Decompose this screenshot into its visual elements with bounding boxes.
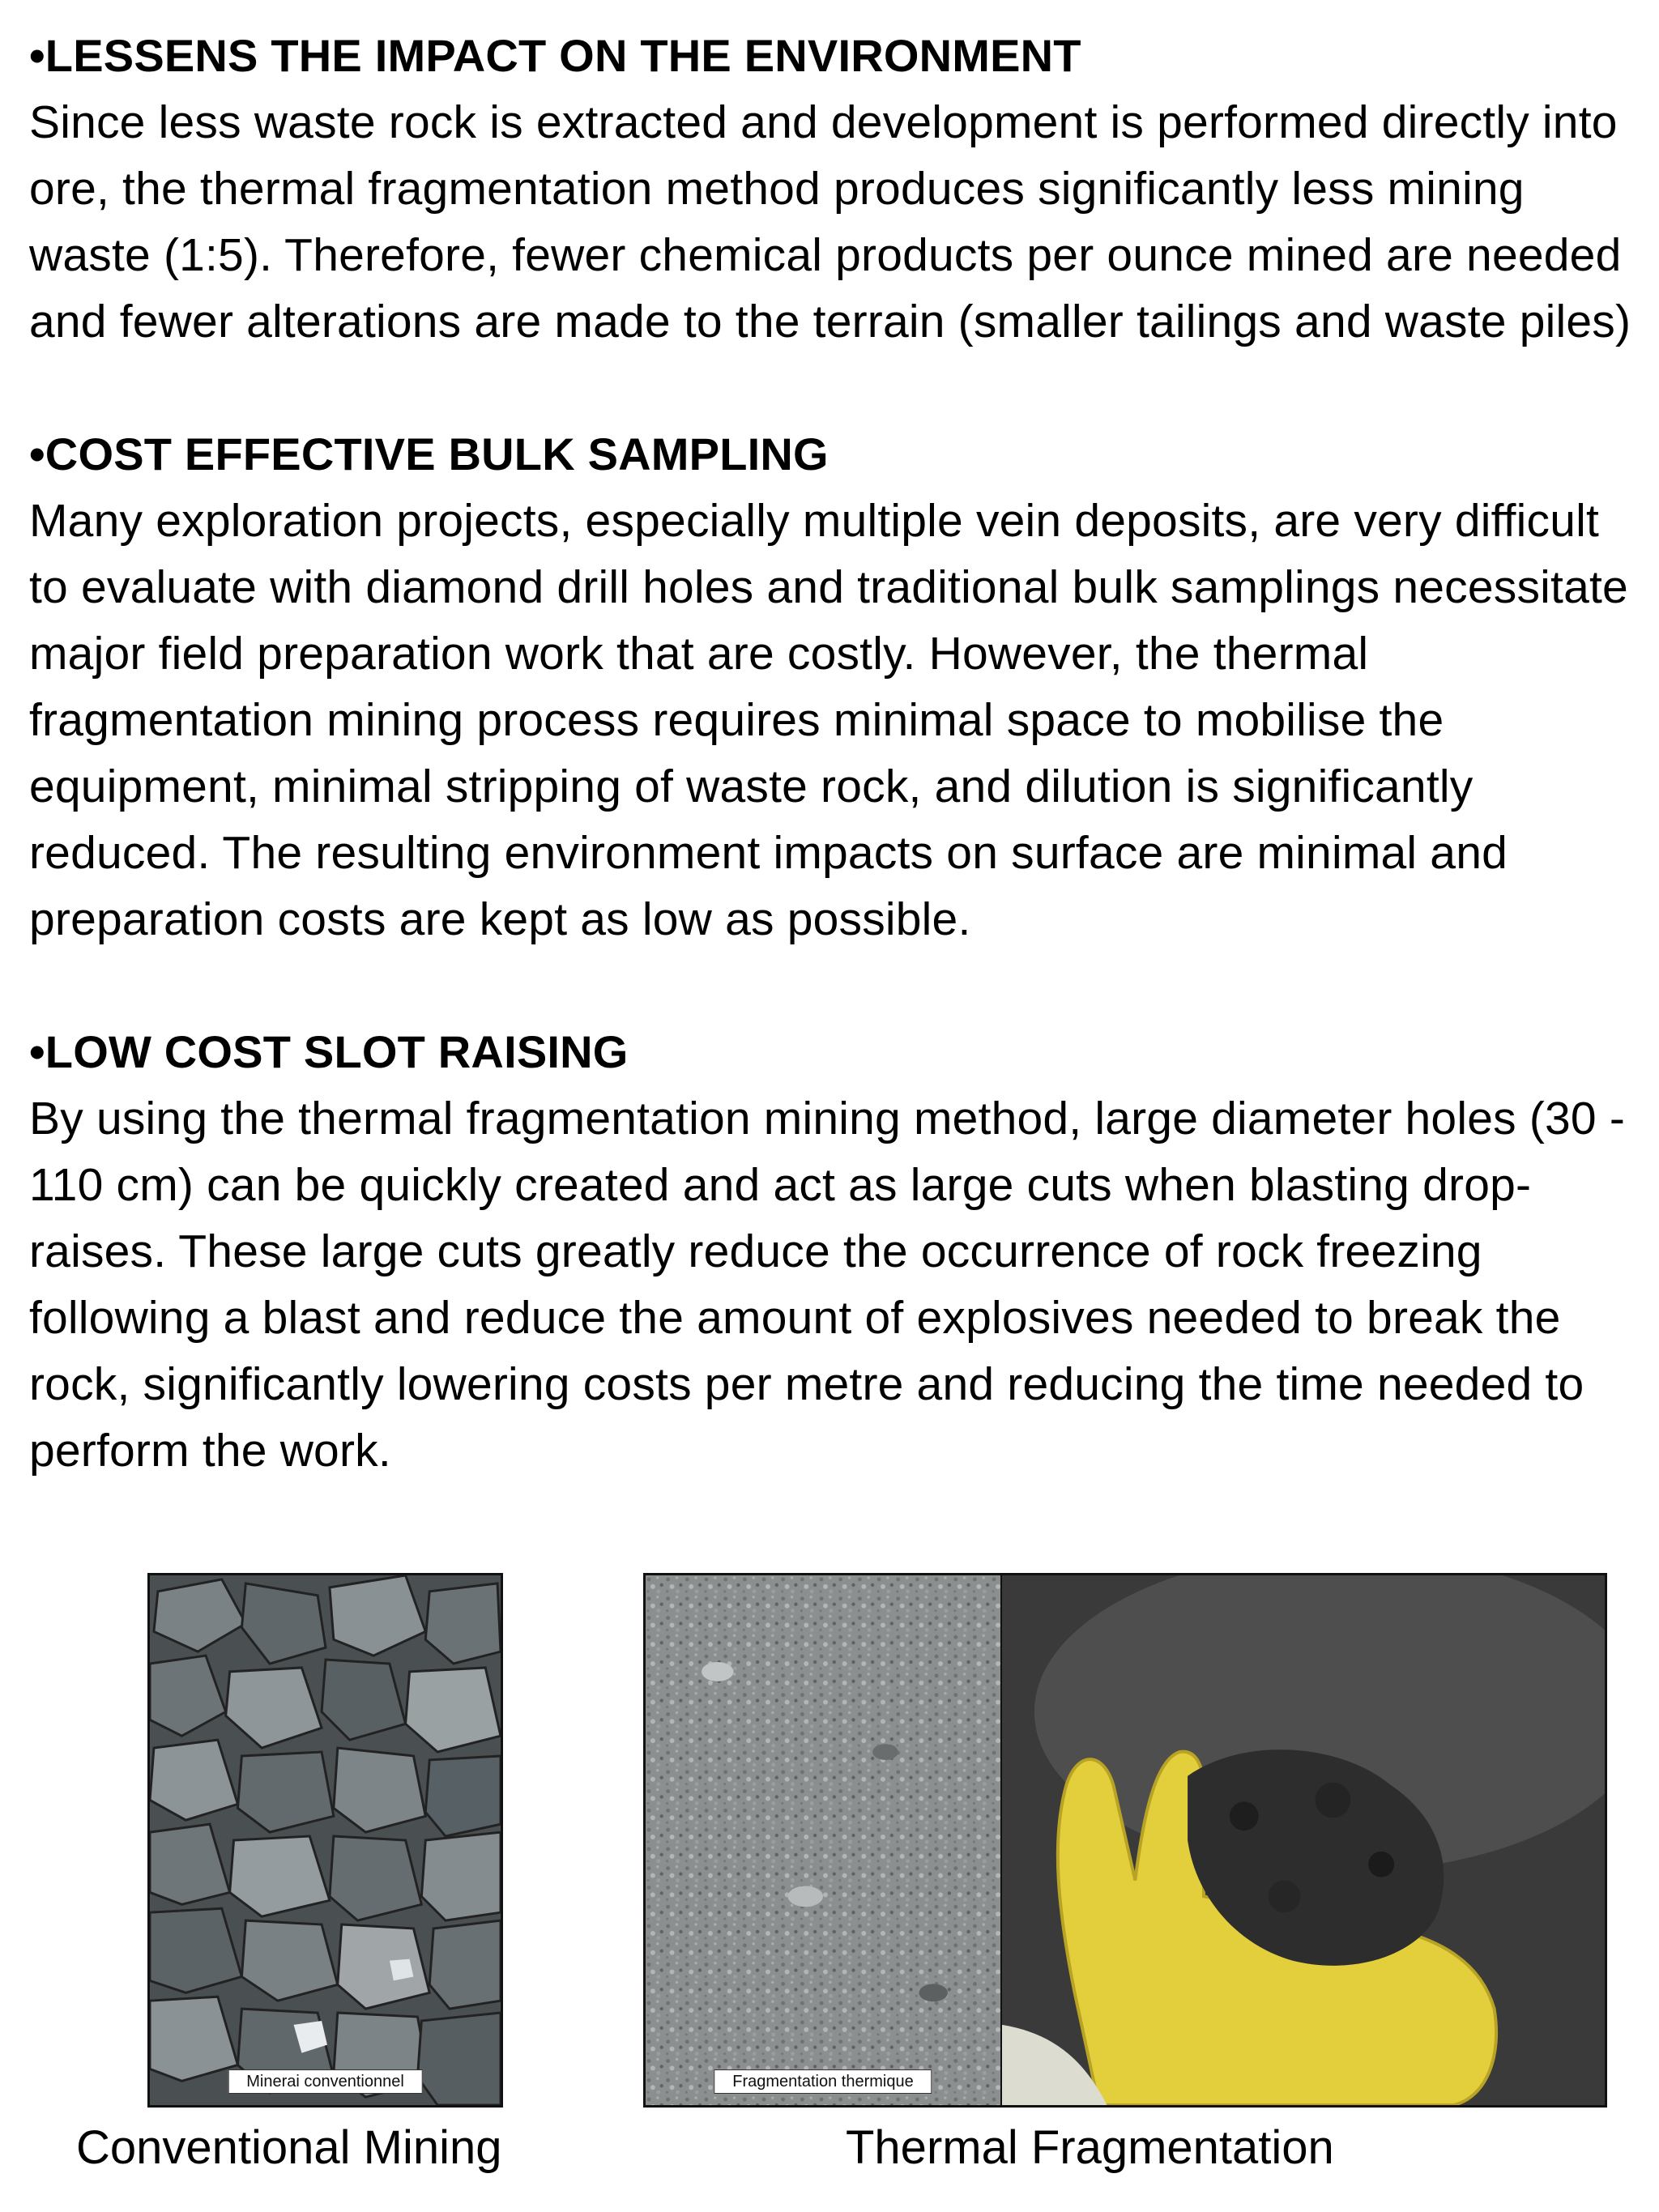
section-heading: •LESSENS THE IMPACT ON THE ENVIRONMENT (29, 30, 1081, 81)
document-text (29, 23, 1641, 1484)
fine-gravel-image (646, 1575, 1000, 2105)
photo-label: Minerai conventionnel (228, 2069, 423, 2094)
gloved-hand-photo (1002, 1573, 1607, 2108)
section-bulk-sampling (29, 421, 1641, 953)
section-slot-raising (29, 1019, 1641, 1484)
section-heading: •COST EFFECTIVE BULK SAMPLING (29, 428, 829, 479)
photo-label: Fragmentation thermique (714, 2069, 932, 2094)
rock-pile-image (150, 1575, 501, 2105)
conventional-ore-photo (147, 1573, 503, 2108)
section-body: Since less waste rock is extracted and development is performed directly into ore, the thermal fragmentation method produces significantly less mining waste (1:5). Therefore, fewer chemical products per ounce mined are needed and fewer alterations are made to the terrain (smaller tailings and waste piles) (29, 96, 1631, 347)
caption-conventional-mining: Conventional Mining (76, 2121, 502, 2174)
thermal-fragmentation-photo (643, 1573, 1003, 2108)
section-body: By using the thermal fragmentation mining method, large diameter holes (30 - 110 cm) can be quickly created and act as large cuts when blasting drop-raises. These large cuts greatly reduce the occurrence of rock freezing following a blast and reduce the amount of explosives needed to break the rock, significantly lowering costs per metre and reducing the time needed to perform the work. (29, 1093, 1626, 1477)
gloved-hand-image (1002, 1575, 1605, 2105)
section-environment-impact (29, 23, 1641, 355)
section-body: Many exploration projects, especially multiple vein deposits, are very difficult to evaluate with diamond drill holes and traditional bulk samplings necessitate major field preparation work that are costly. However, the thermal fragmentation mining process requires minimal space to mobilise the equipment, minimal stripping of waste rock, and dilution is significantly reduced. The resulting environment impacts on surface are minimal and preparation costs are kept as low as possible. (29, 495, 1628, 945)
section-heading: •LOW COST SLOT RAISING (29, 1026, 629, 1077)
caption-thermal-fragmentation: Thermal Fragmentation (846, 2121, 1334, 2174)
